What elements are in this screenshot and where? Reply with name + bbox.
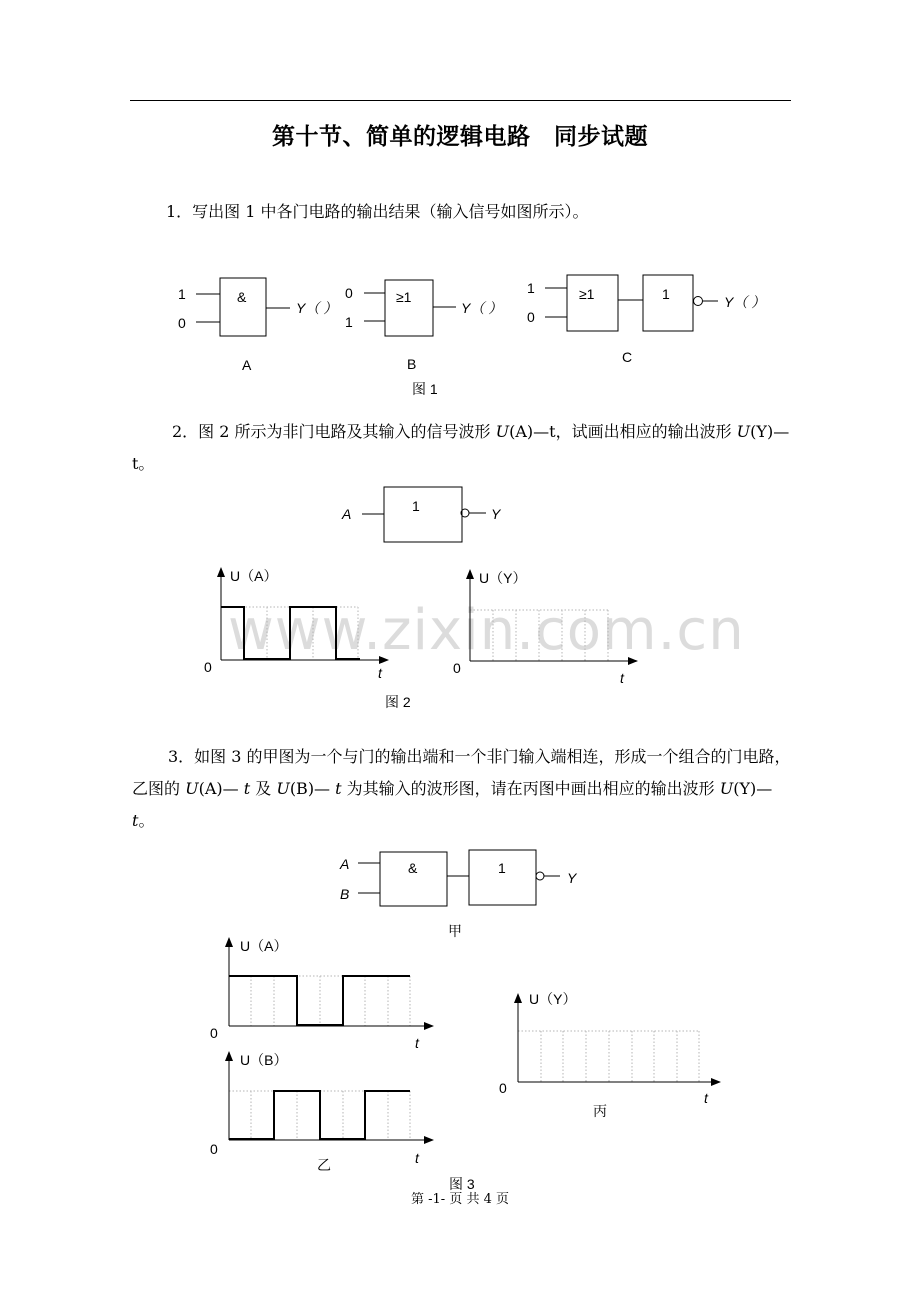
gate-c-label: C <box>622 349 633 365</box>
fig3-y-xlabel: t <box>704 1090 708 1106</box>
q3-text-g: 。 <box>138 811 155 830</box>
page-title: 第十节、简单的逻辑电路 同步试题 <box>272 124 648 150</box>
q3-var-6: t <box>132 811 139 830</box>
q3-text-c: 及 <box>250 779 277 798</box>
gate-a-input1: 1 <box>178 286 186 302</box>
fig2-output-label: Y <box>491 506 501 522</box>
gate-c-output: Y（ ） <box>724 294 766 310</box>
q2-var-u2: U <box>736 422 751 441</box>
fig3-b-origin: 0 <box>210 1141 218 1157</box>
q3-text-f: (Y)— <box>733 779 773 798</box>
q3-text-b: (A)— <box>198 779 244 798</box>
gate-b-output: Y（ ） <box>461 300 503 316</box>
page-footer: 第 -1- 页 共 4 页 <box>411 1192 509 1207</box>
fig2-input-xlabel: t <box>378 665 382 681</box>
q2-text-a: 2．图 2 所示为非门电路及其输入的信号波形 <box>172 422 496 441</box>
or-gate-c <box>567 275 618 331</box>
gate-a-output: Y（ ） <box>296 300 338 316</box>
gate-b-label: B <box>407 356 417 372</box>
fig3-y-origin: 0 <box>499 1080 507 1096</box>
not-gate-c <box>643 275 693 331</box>
fig3-output-label: Y <box>567 870 577 886</box>
fig3-b-ylabel: U（B） <box>240 1052 288 1068</box>
q3-text-a: 3．如图 3 的甲图为一个与门的输出端和一个非门输入端相连，形成一个组合的门电路，乙图的 <box>132 747 791 798</box>
fig3-b-waveform <box>229 1091 410 1139</box>
fig3-a-grid <box>229 976 410 1026</box>
q3-var-4: t <box>335 779 342 798</box>
watermark: www.zixin.com.cn <box>228 598 745 663</box>
fig2-output-xlabel: t <box>620 670 624 686</box>
fig2-caption: 图 2 <box>385 694 411 710</box>
fig3-label-yi: 乙 <box>317 1158 331 1174</box>
gate-b-symbol: ≥1 <box>396 289 412 305</box>
not-gate-fig2 <box>384 487 462 542</box>
q3-text-e: 为其输入的波形图，请在丙图中画出相应的输出波形 <box>341 779 720 798</box>
fig2-input-origin: 0 <box>204 659 212 675</box>
fig3-a-ylabel: U（A） <box>240 938 288 954</box>
fig2-gate-symbol: 1 <box>412 498 420 514</box>
fig2-input-ylabel: U（A） <box>230 568 278 584</box>
fig2-output-origin: 0 <box>453 660 461 676</box>
fig3-inversion-bubble <box>536 872 544 880</box>
fig2-output-ylabel: U（Y） <box>479 570 527 586</box>
gate-b-input2: 1 <box>345 314 353 330</box>
and-gate-a <box>220 278 266 336</box>
fig3-input-b-label: B <box>340 886 350 902</box>
fig3-a-origin: 0 <box>210 1025 218 1041</box>
gate-a-input2: 0 <box>178 315 186 331</box>
fig2-input-label: A <box>342 506 352 522</box>
gate-c-symbol2: 1 <box>662 286 670 302</box>
q3-text-d: (B)— <box>289 779 336 798</box>
fig3-input-a-label: A <box>340 856 350 872</box>
fig3-not-symbol: 1 <box>498 860 506 876</box>
gate-b-input1: 0 <box>345 285 353 301</box>
fig3-y-ylabel: U（Y） <box>529 991 577 1007</box>
gate-a-symbol: & <box>237 289 247 305</box>
q3-var-3: U <box>276 779 290 798</box>
fig3-y-grid <box>518 1031 699 1082</box>
fig2-output-grid <box>470 610 608 661</box>
q3-var-2: t <box>243 779 251 798</box>
gate-c-input2: 0 <box>527 309 535 325</box>
q2-var-u: U <box>495 422 510 441</box>
fig3-a-xlabel: t <box>415 1035 419 1051</box>
gate-c-inversion-bubble <box>694 297 703 306</box>
gate-c-symbol1: ≥1 <box>579 286 595 302</box>
not-gate-fig3 <box>469 850 536 905</box>
fig1-caption: 图 1 <box>412 381 438 397</box>
q3-var-1: U <box>185 779 199 798</box>
q2-text-c: (Y)—t。 <box>132 422 790 473</box>
fig3-label-jia: 甲 <box>448 924 462 940</box>
gate-a-label: A <box>242 357 252 373</box>
fig3-caption: 图 3 <box>449 1176 475 1192</box>
gate-c-input1: 1 <box>527 280 535 296</box>
q2-text-b: (A)—t，试画出相应的输出波形 <box>509 422 737 441</box>
fig3-label-bing: 丙 <box>593 1104 607 1120</box>
fig3-b-xlabel: t <box>415 1150 419 1166</box>
question-1-text: 1．写出图 1 中各门电路的输出结果（输入信号如图所示）。 <box>166 202 589 221</box>
fig3-and-symbol: & <box>408 860 418 876</box>
fig2-input-waveform <box>221 607 360 659</box>
q3-var-5: U <box>719 779 734 798</box>
